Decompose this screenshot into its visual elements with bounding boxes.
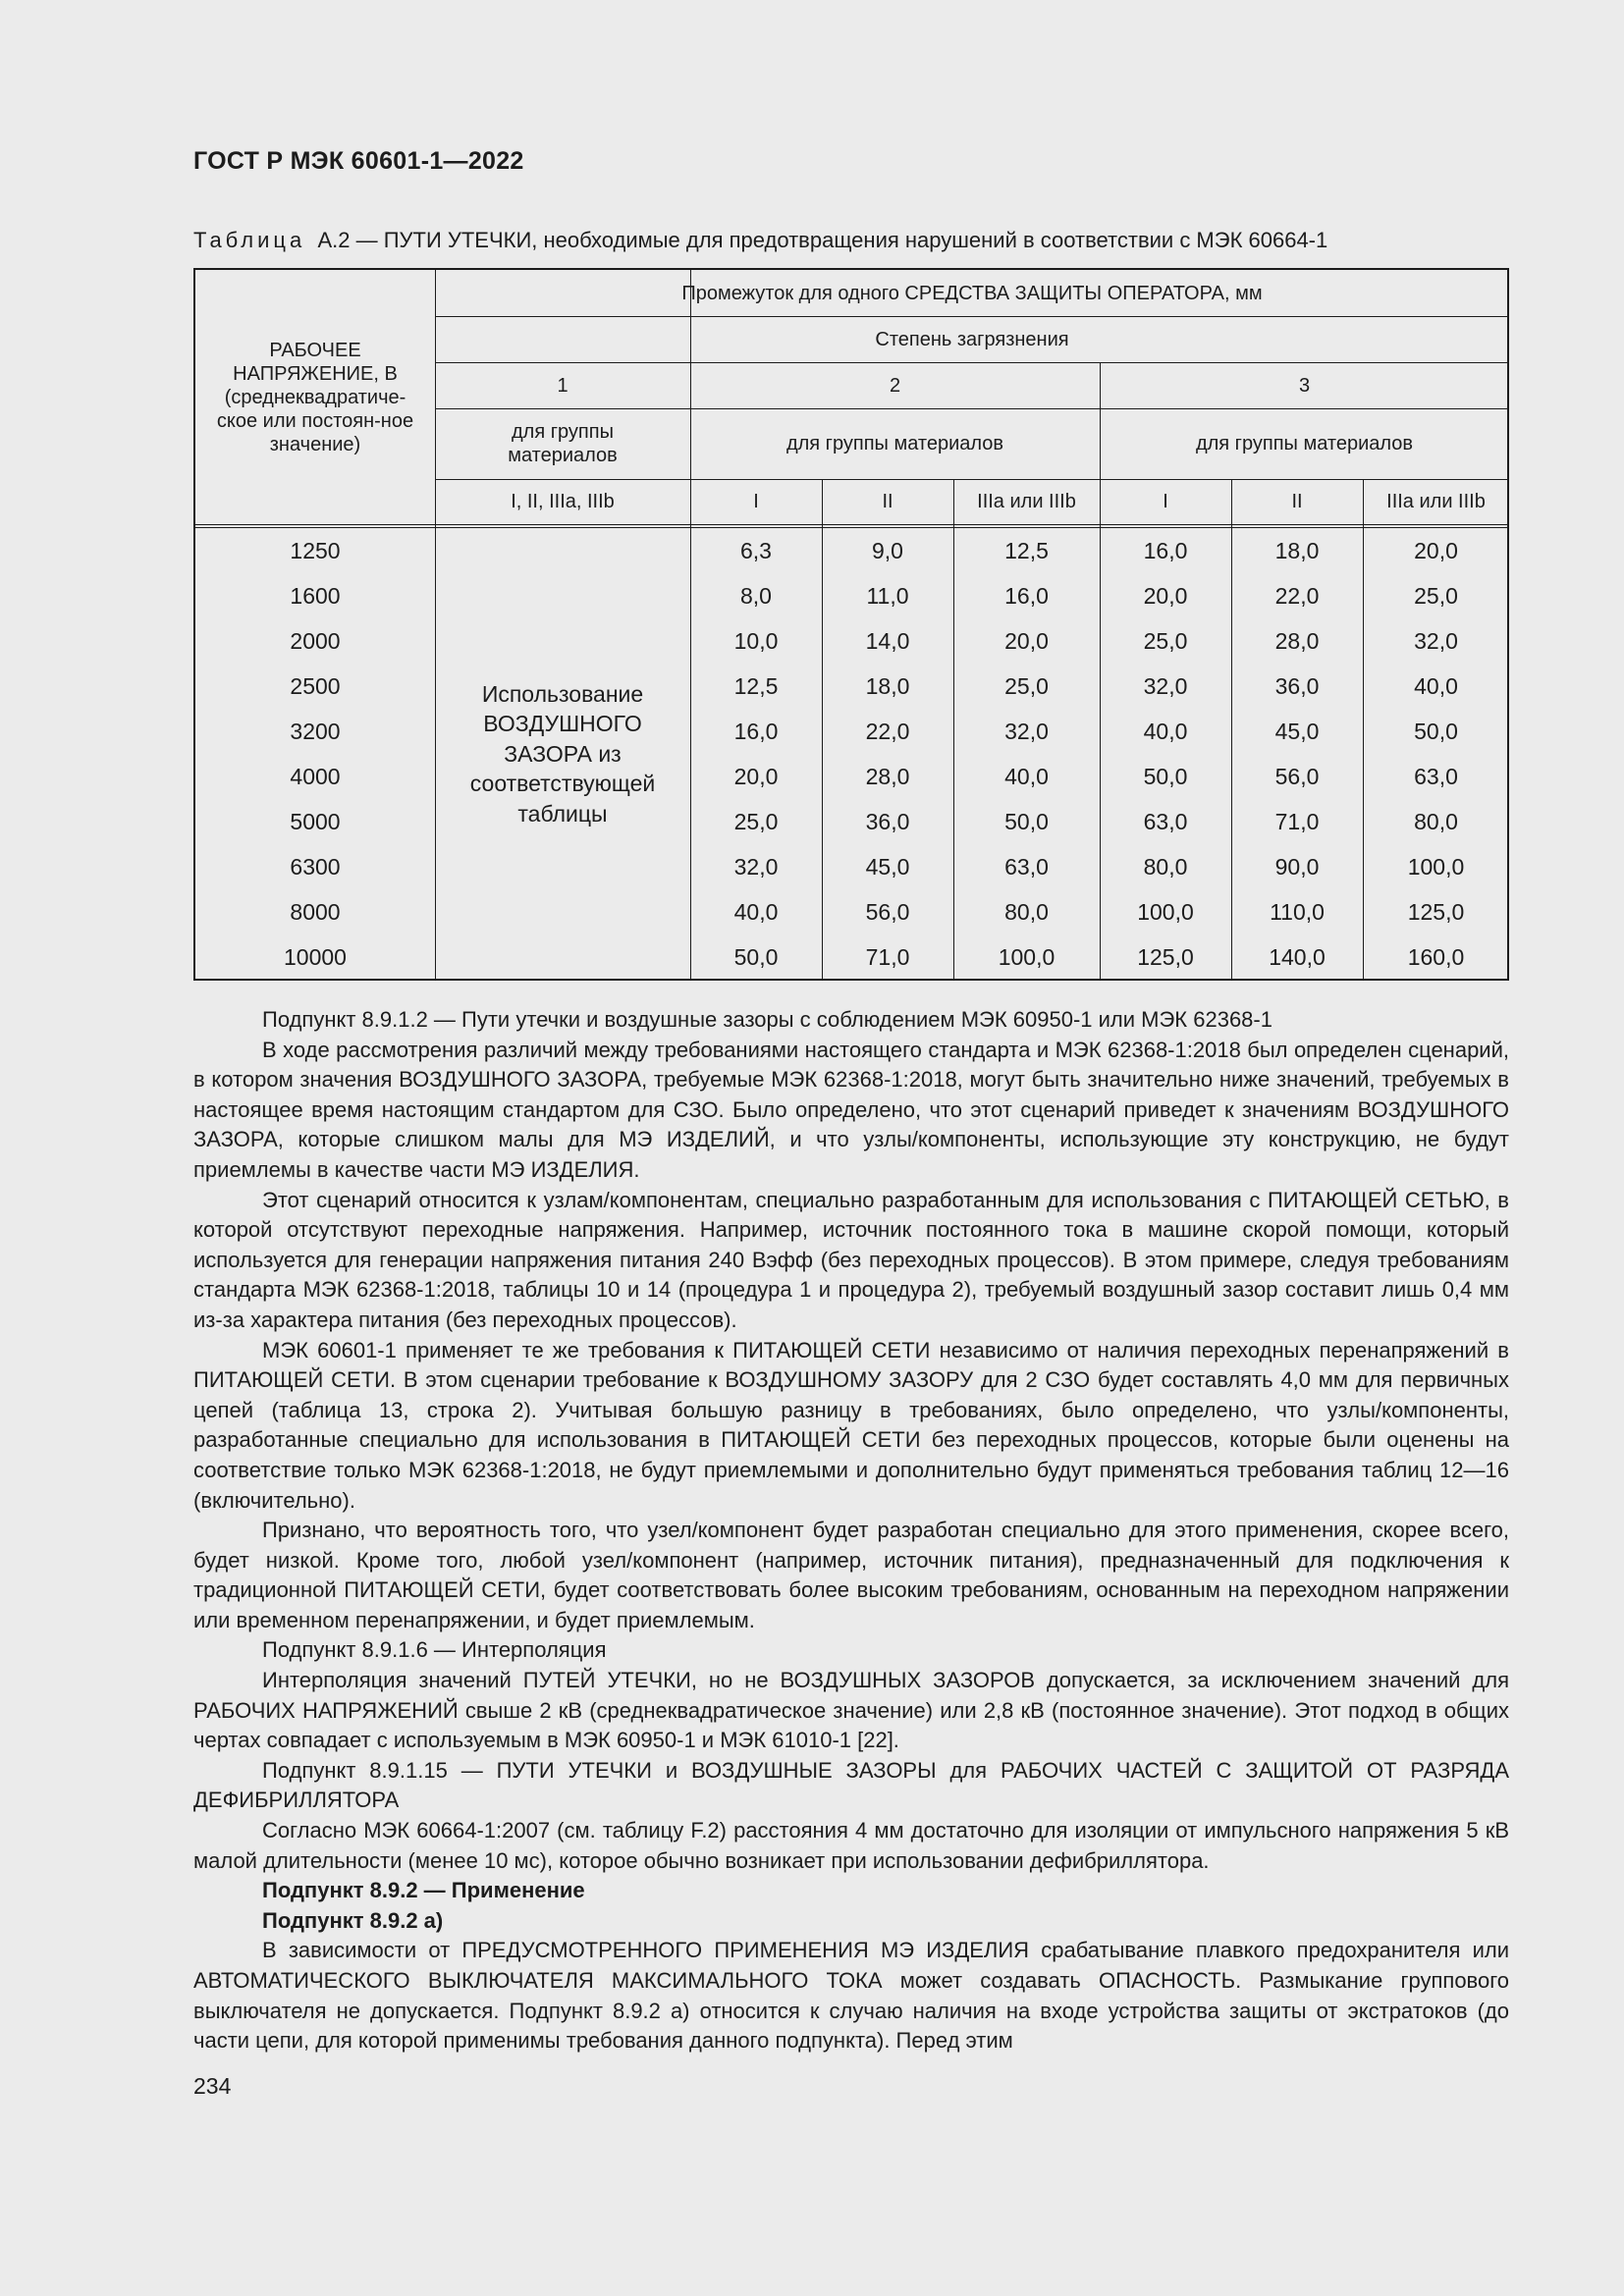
paragraph: Признано, что вероятность того, что узел/компонент будет разработан специально для этого применения, скорее всего, будет низкой. Кроме того, любой узел/компонент (например, источник питания), предназначенный для подключения к традиционной ПИТАЮЩЕЙ СЕТИ, будет соответствовать более высоким требованиям, основанным на переходном напряжении или временном перенапряжении, и будет приемлемым. xyxy=(193,1518,1509,1632)
voltage-cell: 6300 xyxy=(290,854,341,880)
value-cell: 9,0 xyxy=(872,538,903,563)
value-cell: 10,0 xyxy=(733,628,779,654)
value-cell: 6,3 xyxy=(740,538,772,563)
value-cell: 36,0 xyxy=(865,809,910,834)
header-sub-III: IIIa или IIIb xyxy=(977,491,1076,512)
value-cell: 32,0 xyxy=(1004,719,1049,744)
voltage-cell: 2000 xyxy=(290,628,341,654)
header-sub-III: IIIa или IIIb xyxy=(1386,491,1486,512)
value-cell: 40,0 xyxy=(1414,673,1458,699)
voltage-cell: 3200 xyxy=(290,719,341,744)
subheading: Подпункт 8.9.2 — Применение xyxy=(262,1878,585,1903)
paragraph: Подпункт 8.9.1.2 — Пути утечки и воздушные зазоры с соблюдением МЭК 60950-1 или МЭК 62368-1 xyxy=(262,1007,1272,1032)
subheading: Подпункт 8.9.2 а) xyxy=(262,1907,444,1933)
paragraph: МЭК 60601-1 применяет те же требования к ПИТАЮЩЕЙ СЕТИ независимо от наличия переходных перенапряжений в ПИТАЮЩЕЙ СЕТИ. В этом сценарии требование к ВОЗДУШНОМУ ЗАЗОРУ для 2 СЗО будет составлять 4,0 мм для первичных цепей (таблица 13, строка 2). Учитывая большую разницу в требованиях, было определено, что узлы/компоненты, разработанные специально для использования в ПИТАЮЩЕЙ СЕТИ без переходных процессов, которые были оценены на соответствие только МЭК 62368-1:2018, не будут приемлемыми и дополнительно будут применяться требования таблиц 12—16 (включительно). xyxy=(193,1337,1509,1513)
value-cell: 110,0 xyxy=(1270,899,1325,925)
header-sub-I: I xyxy=(753,491,759,512)
voltage-cell: 4000 xyxy=(290,764,341,789)
value-cell: 80,0 xyxy=(1143,854,1188,880)
voltage-cell: 2500 xyxy=(290,673,341,699)
value-cell: 25,0 xyxy=(733,809,779,834)
value-cell: 100,0 xyxy=(1407,854,1465,880)
voltage-cell: 5000 xyxy=(290,809,341,834)
clearance-note: Использование ВОЗДУШНОГО ЗАЗОРА из соответствующей таблицы xyxy=(469,681,656,827)
value-cell: 16,0 xyxy=(1143,538,1188,563)
value-cell: 50,0 xyxy=(733,944,779,970)
value-cell: 63,0 xyxy=(1414,764,1458,789)
header-degree-2: 2 xyxy=(889,374,901,397)
table-caption-prefix: Таблица xyxy=(193,228,306,252)
paragraph: Подпункт 8.9.1.15 — ПУТИ УТЕЧКИ и ВОЗДУШНЫЕ ЗАЗОРЫ для РАБОЧИХ ЧАСТЕЙ С ЗАЩИТОЙ ОТ РАЗРЯДА ДЕФИБРИЛЛЯТОРА xyxy=(193,1757,1509,1813)
value-cell: 20,0 xyxy=(733,764,779,789)
value-cell: 18,0 xyxy=(865,673,910,699)
value-cell: 20,0 xyxy=(1414,538,1458,563)
document-header: ГОСТ Р МЭК 60601-1—2022 xyxy=(193,147,524,175)
voltage-cell: 8000 xyxy=(290,899,341,925)
value-cell: 11,0 xyxy=(866,583,909,609)
value-cell: 63,0 xyxy=(1143,809,1188,834)
table-caption xyxy=(193,228,1327,253)
value-cell: 56,0 xyxy=(1274,764,1320,789)
value-cell: 32,0 xyxy=(1143,673,1188,699)
value-cell: 90,0 xyxy=(1274,854,1320,880)
value-cell: 16,0 xyxy=(733,719,779,744)
creepage-table xyxy=(193,268,1509,981)
value-cell: 71,0 xyxy=(1274,809,1320,834)
paragraph: Подпункт 8.9.1.6 — Интерполяция xyxy=(262,1637,607,1663)
value-cell: 28,0 xyxy=(1274,628,1320,654)
value-cell: 50,0 xyxy=(1004,809,1049,834)
voltage-cell: 1250 xyxy=(290,538,341,563)
paragraph: Интерполяция значений ПУТЕЙ УТЕЧКИ, но не ВОЗДУШНЫХ ЗАЗОРОВ допускается, за исключением значений для РАБОЧИХ НАПРЯЖЕНИЙ свыше 2 кВ (среднеквадратическое значение) или 2,8 кВ (постоянное значение). Этот подход в общих чертах совпадает с используемым в МЭК 60950-1 и МЭК 61010-1 [22]. xyxy=(193,1668,1509,1753)
value-cell: 125,0 xyxy=(1407,899,1465,925)
value-cell: 22,0 xyxy=(865,719,910,744)
value-cell: 125,0 xyxy=(1137,944,1194,970)
header-sub-I: I xyxy=(1163,491,1168,512)
table-caption-text: А.2 — ПУТИ УТЕЧКИ, необходимые для предотвращения нарушений в соответствии с МЭК 60664-1 xyxy=(317,228,1328,252)
value-cell: 25,0 xyxy=(1004,673,1049,699)
value-cell: 63,0 xyxy=(1004,854,1049,880)
value-cell: 71,0 xyxy=(865,944,910,970)
value-cell: 100,0 xyxy=(1137,899,1194,925)
header-group-2: для группы материалов xyxy=(785,433,1004,454)
value-cell: 50,0 xyxy=(1414,719,1458,744)
value-cell: 16,0 xyxy=(1004,583,1049,609)
paragraph: Согласно МЭК 60664-1:2007 (см. таблицу F.2) расстояния 4 мм достаточно для изоляции от импульсного напряжения 5 кВ малой длительности (менее 10 мс), которое обычно возникает при использовании дефибриллятора. xyxy=(193,1818,1509,1873)
header-group-1: для группы материалов xyxy=(508,421,618,466)
header-degree-3: 3 xyxy=(1298,374,1311,397)
value-cell: 140,0 xyxy=(1269,944,1326,970)
value-cell: 32,0 xyxy=(733,854,779,880)
header-sub-II: II xyxy=(1291,491,1303,512)
value-cell: 14,0 xyxy=(865,628,910,654)
value-cell: 45,0 xyxy=(865,854,910,880)
value-cell: 25,0 xyxy=(1143,628,1188,654)
value-cell: 50,0 xyxy=(1143,764,1188,789)
header-pollution-degree: Степень загрязнения xyxy=(875,328,1069,350)
header-gap: Промежуток для одного СРЕДСТВА ЗАЩИТЫ ОПЕРАТОРА, мм xyxy=(681,282,1263,304)
paragraph: В зависимости от ПРЕДУСМОТРЕННОГО ПРИМЕНЕНИЯ МЭ ИЗДЕЛИЯ срабатывание плавкого предохранителя или АВТОМАТИЧЕСКОГО ВЫКЛЮЧАТЕЛЯ МАКСИМАЛЬНОГО ТОКА может создавать ОПАСНОСТЬ. Размыкание группового выключателя не допускается. Подпункт 8.9.2 а) относится к случаю наличия на входе устройства защиты от экстратоков (до части цепи, для которой применимы требования данного подпункта). Перед этим xyxy=(193,1938,1509,2054)
value-cell: 100,0 xyxy=(998,944,1056,970)
value-cell: 20,0 xyxy=(1143,583,1188,609)
paragraph: В ходе рассмотрения различий между требованиями настоящего стандарта и МЭК 62368-1:2018 был определен сценарий, в котором значения ВОЗДУШНОГО ЗАЗОРА, требуемые МЭК 62368-1:2018, могут быть значительно ниже значений, требуемых в настоящее время настоящим стандартом для СЗО. Было определено, что этот сценарий приведет к значениям ВОЗДУШНОГО ЗАЗОРА, которые слишком малы для МЭ ИЗДЕЛИЙ, и что узлы/компоненты, использующие эту конструкцию, не будут приемлемы в качестве части МЭ ИЗДЕЛИЯ. xyxy=(193,1037,1509,1182)
value-cell: 12,5 xyxy=(1004,538,1049,563)
header-working-voltage: РАБОЧЕЕ НАПРЯЖЕНИЕ, В (среднеквадратиче-ское или постоян-ное значение) xyxy=(216,339,414,455)
value-cell: 80,0 xyxy=(1414,809,1458,834)
value-cell: 25,0 xyxy=(1414,583,1458,609)
value-cell: 32,0 xyxy=(1414,628,1458,654)
body-text xyxy=(193,1005,1509,2056)
value-cell: 56,0 xyxy=(865,899,910,925)
value-cell: 80,0 xyxy=(1004,899,1049,925)
value-cell: 18,0 xyxy=(1274,538,1320,563)
value-cell: 45,0 xyxy=(1274,719,1320,744)
value-cell: 8,0 xyxy=(740,583,772,609)
value-cell: 12,5 xyxy=(733,673,779,699)
value-cell: 40,0 xyxy=(1004,764,1049,789)
value-cell: 22,0 xyxy=(1274,583,1320,609)
value-cell: 36,0 xyxy=(1274,673,1320,699)
value-cell: 160,0 xyxy=(1407,944,1465,970)
header-group-1-values: I, II, IIIa, IIIb xyxy=(511,491,615,512)
value-cell: 28,0 xyxy=(865,764,910,789)
value-cell: 40,0 xyxy=(1143,719,1188,744)
value-cell: 20,0 xyxy=(1004,628,1049,654)
page-number: 234 xyxy=(193,2073,232,2099)
header-degree-1: 1 xyxy=(557,374,568,397)
voltage-cell: 10000 xyxy=(284,944,347,970)
header-group-3: для группы материалов xyxy=(1195,433,1414,454)
voltage-cell: 1600 xyxy=(290,583,341,609)
paragraph: Этот сценарий относится к узлам/компонентам, специально разработанным для использования с ПИТАЮЩЕЙ СЕТЬЮ, в которой отсутствуют переходные напряжения. Например, источник постоянного тока в машине скорой помощи, который используется для генерации напряжения питания 240 Вэфф (без переходных процессов). В этом примере, следуя требованиям стандарта МЭК 62368-1:2018, таблицы 10 и 14 (процедура 1 и процедура 2), требуемый воздушный зазор составит лишь 0,4 мм из-за характера питания (без переходных процессов). xyxy=(193,1187,1509,1332)
value-cell: 40,0 xyxy=(733,899,779,925)
header-sub-II: II xyxy=(882,491,893,512)
